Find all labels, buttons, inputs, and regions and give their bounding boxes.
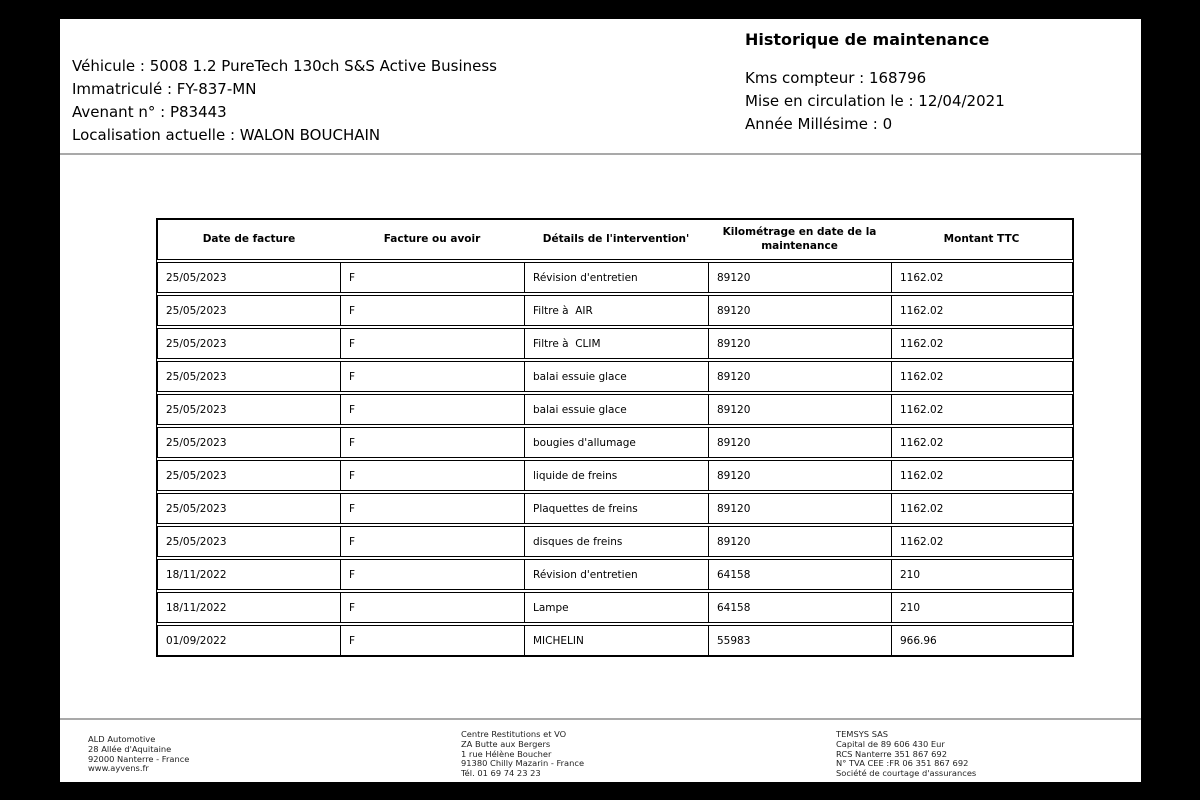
cell-montant: 1162.02 (891, 395, 1072, 424)
cell-date: 25/05/2023 (166, 271, 227, 284)
cell-detail: Plaquettes de freins (524, 494, 708, 523)
cell-kilometrage: 89120 (708, 263, 891, 292)
cell-kilometrage: 89120 (708, 296, 891, 325)
footer-line: 91380 Chilly Mazarin - France (461, 758, 585, 769)
cell-detail: Filtre à CLIM (524, 329, 708, 358)
table-header-row (157, 219, 1073, 260)
cell-date: 18/11/2022 (166, 601, 227, 614)
footer-line: Tél. 01 69 74 23 23 (461, 768, 541, 779)
footer-line: ALD Automotive (88, 734, 156, 744)
footer-line: 1 rue Hélène Boucher (461, 748, 552, 759)
page-title: Historique de maintenance (745, 30, 990, 49)
cell-facture-ou-avoir: F (340, 560, 524, 589)
vehicle-info-block (72, 55, 497, 147)
cell-detail: Lampe (524, 593, 708, 622)
cell-date: 25/05/2023 (166, 535, 227, 548)
footer-line: 28 Allée d'Aquitaine (88, 743, 172, 754)
cell-date: 25/05/2023 (166, 436, 227, 449)
footer-divider (60, 718, 1141, 720)
cell-facture-ou-avoir: F (340, 461, 524, 490)
cell-kilometrage: 89120 (708, 329, 891, 358)
footer-column-temsys (836, 730, 976, 779)
footer-line: RCS Nanterre 351 867 692 (836, 748, 947, 759)
cell-date: 25/05/2023 (166, 502, 227, 515)
footer-line: ZA Butte aux Bergers (461, 738, 551, 749)
cell-facture-ou-avoir: F (340, 626, 524, 655)
cell-date: 25/05/2023 (166, 337, 227, 350)
maintenance-table (156, 218, 1074, 657)
table-row (157, 592, 1073, 623)
cell-montant: 1162.02 (891, 494, 1072, 523)
cell-detail: Révision d'entretien (524, 560, 708, 589)
table-row (157, 559, 1073, 590)
cell-detail: liquide de freins (524, 461, 708, 490)
cell-montant: 1162.02 (891, 527, 1072, 556)
column-header-date: Date de facture (202, 232, 296, 245)
cell-kilometrage: 64158 (708, 593, 891, 622)
cell-date: 18/11/2022 (166, 568, 227, 581)
table-row (157, 361, 1073, 392)
cell-detail: balai essuie glace (524, 395, 708, 424)
cell-facture-ou-avoir: F (340, 494, 524, 523)
footer-line: www.ayvens.fr (88, 763, 149, 774)
footer-line: 92000 Nanterre - France (88, 753, 190, 764)
cell-montant: 1162.02 (891, 263, 1072, 292)
cell-detail: Révision d'entretien (524, 263, 708, 292)
table-row (157, 328, 1073, 359)
footer-line: Société de courtage d'assurances (836, 768, 977, 779)
table-row (157, 493, 1073, 524)
cell-detail: Filtre à AIR (524, 296, 708, 325)
column-header-montant: Montant TTC (943, 232, 1020, 245)
cell-kilometrage: 89120 (708, 461, 891, 490)
cell-kilometrage: 89120 (708, 428, 891, 457)
table-body (157, 262, 1073, 656)
cell-montant: 966.96 (891, 626, 1072, 655)
footer-line: N° TVA CEE :FR 06 351 867 692 (836, 758, 969, 769)
cell-facture-ou-avoir: F (340, 395, 524, 424)
vehicle-info-line: Avenant n° : P83443 (72, 103, 227, 121)
meter-info-block (745, 67, 1005, 136)
cell-montant: 210 (891, 593, 1072, 622)
vehicle-info-line: Immatriculé : FY-837-MN (72, 80, 257, 98)
cell-detail: MICHELIN (524, 626, 708, 655)
meter-info-line: Kms compteur : 168796 (745, 69, 927, 87)
cell-facture-ou-avoir: F (340, 329, 524, 358)
cell-montant: 1162.02 (891, 362, 1072, 391)
footer-line: Capital de 89 606 430 Eur (836, 738, 945, 749)
cell-montant: 210 (891, 560, 1072, 589)
cell-detail: balai essuie glace (524, 362, 708, 391)
table-row (157, 427, 1073, 458)
cell-kilometrage: 89120 (708, 527, 891, 556)
cell-facture-ou-avoir: F (340, 296, 524, 325)
table-row (157, 394, 1073, 425)
cell-facture-ou-avoir: F (340, 428, 524, 457)
cell-facture-ou-avoir: F (340, 527, 524, 556)
cell-kilometrage: 89120 (708, 395, 891, 424)
table-row (157, 460, 1073, 491)
column-header-kilometrage: Kilométrage en date de la maintenance (722, 226, 877, 252)
cell-date: 01/09/2022 (166, 634, 227, 647)
footer-line: Centre Restitutions et VO (461, 729, 567, 739)
table-row (157, 295, 1073, 326)
column-header-detail: Détails de l'intervention' (542, 232, 690, 245)
cell-montant: 1162.02 (891, 296, 1072, 325)
cell-date: 25/05/2023 (166, 403, 227, 416)
footer-line: TEMSYS SAS (836, 729, 889, 739)
cell-facture-ou-avoir: F (340, 362, 524, 391)
cell-date: 25/05/2023 (166, 469, 227, 482)
column-header-facture-ou-avoir: Facture ou avoir (383, 232, 481, 245)
table-row (157, 526, 1073, 557)
cell-kilometrage: 89120 (708, 362, 891, 391)
cell-date: 25/05/2023 (166, 304, 227, 317)
cell-montant: 1162.02 (891, 428, 1072, 457)
cell-kilometrage: 64158 (708, 560, 891, 589)
cell-kilometrage: 89120 (708, 494, 891, 523)
cell-detail: bougies d'allumage (524, 428, 708, 457)
meter-info-line: Année Millésime : 0 (745, 115, 893, 133)
cell-montant: 1162.02 (891, 461, 1072, 490)
table-row (157, 262, 1073, 293)
cell-facture-ou-avoir: F (340, 593, 524, 622)
table-row (157, 625, 1073, 656)
cell-kilometrage: 55983 (708, 626, 891, 655)
cell-montant: 1162.02 (891, 329, 1072, 358)
footer-column-ald (88, 735, 189, 774)
document-page (60, 19, 1141, 782)
vehicle-info-line: Localisation actuelle : WALON BOUCHAIN (72, 126, 381, 144)
header-divider (60, 153, 1141, 155)
vehicle-info-line: Véhicule : 5008 1.2 PureTech 130ch S&S Active Business (72, 57, 497, 75)
cell-facture-ou-avoir: F (340, 263, 524, 292)
cell-date: 25/05/2023 (166, 370, 227, 383)
meter-info-line: Mise en circulation le : 12/04/2021 (745, 92, 1005, 110)
cell-detail: disques de freins (524, 527, 708, 556)
footer-column-centre (461, 730, 584, 779)
